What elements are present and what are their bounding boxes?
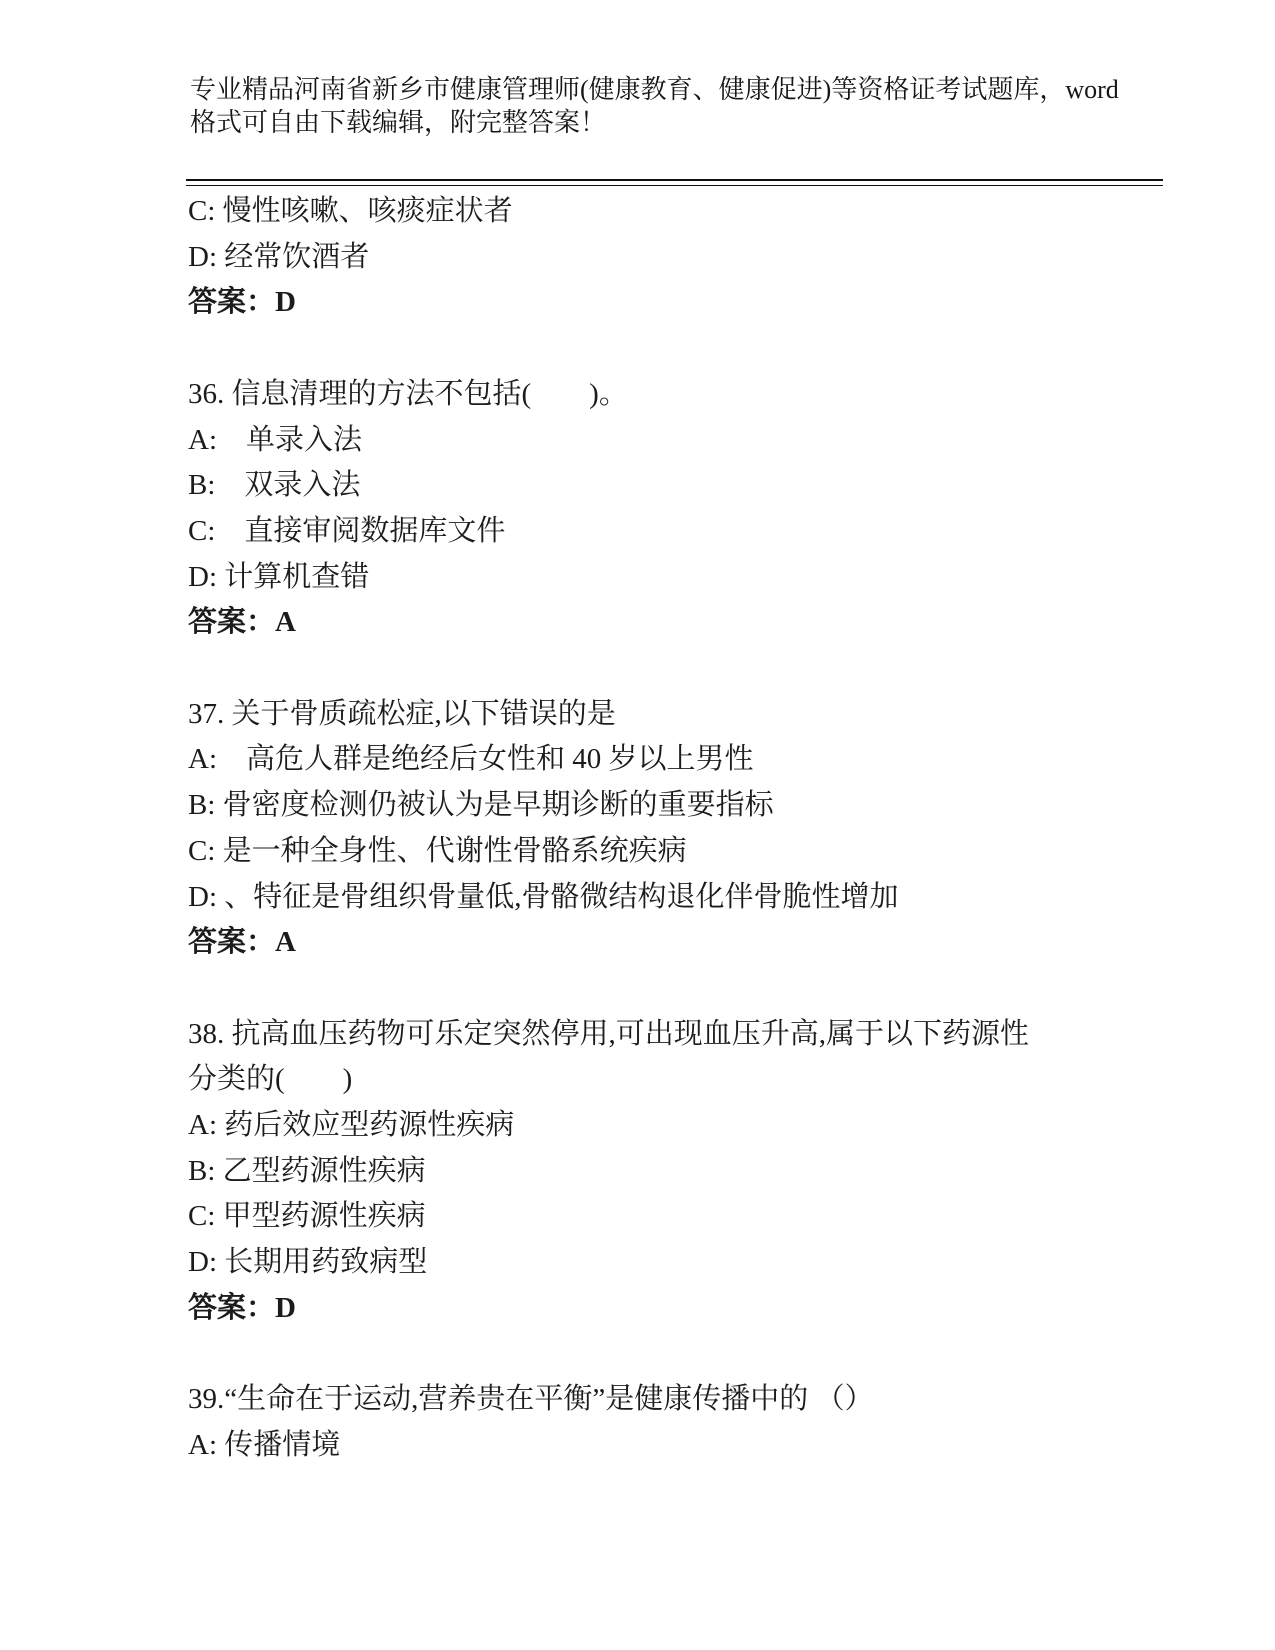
question-line-wrap: 分类的( )	[188, 1063, 353, 1096]
option-line: A: 传播情境	[188, 1428, 341, 1461]
option-line: A: 药后效应型药源性疾病	[188, 1109, 515, 1142]
option-line: B: 双录入法	[188, 469, 361, 502]
answer-line: 答案：A	[188, 926, 296, 959]
option-line: C: 慢性咳嗽、咳痰症状者	[188, 195, 513, 227]
blank-line	[188, 326, 1178, 372]
option-line: C: 直接审阅数据库文件	[188, 514, 506, 547]
header-line-1: 专业精品河南省新乡市健康管理师(健康教育、健康促进)等资格证考试题库，word	[190, 75, 1119, 104]
option-line: B: 骨密度检测仍被认为是早期诊断的重要指标	[188, 789, 774, 822]
blank-line	[188, 646, 1178, 692]
option-line: D: 长期用药致病型	[188, 1246, 428, 1279]
page-header	[190, 73, 1150, 139]
answer-line: 答案：D	[188, 286, 296, 319]
option-line: B: 乙型药源性疾病	[188, 1154, 426, 1187]
option-line: A: 高危人群是绝经后女性和 40 岁以上男性	[188, 743, 754, 776]
blank-line	[188, 966, 1178, 1012]
question-line: 38. 抗高血压药物可乐定突然停用,可出现血压升高,属于以下药源性	[188, 1017, 1030, 1050]
header-line-2: 格式可自由下载编辑，附完整答案！	[190, 108, 607, 137]
option-line: D: 计算机查错	[188, 560, 370, 593]
document-body	[188, 189, 1178, 1469]
answer-line: 答案：A	[188, 606, 296, 639]
option-line: D: 、特征是骨组织骨量低,骨骼微结构退化伴骨脆性增加	[188, 880, 899, 913]
question-line: 36. 信息清理的方法不包括( )。	[188, 377, 628, 410]
blank-line	[188, 1332, 1178, 1378]
option-line: A: 单录入法	[188, 423, 363, 456]
option-line: D: 经常饮酒者	[188, 240, 370, 273]
option-line: C: 是一种全身性、代谢性骨骼系统疾病	[188, 834, 687, 867]
question-line: 39.“生命在于运动,营养贵在平衡”是健康传播中的 （）	[188, 1383, 874, 1416]
header-divider	[186, 179, 1163, 186]
option-line: C: 甲型药源性疾病	[188, 1200, 426, 1233]
question-line: 37. 关于骨质疏松症,以下错误的是	[188, 697, 616, 730]
answer-line: 答案：D	[188, 1291, 296, 1324]
